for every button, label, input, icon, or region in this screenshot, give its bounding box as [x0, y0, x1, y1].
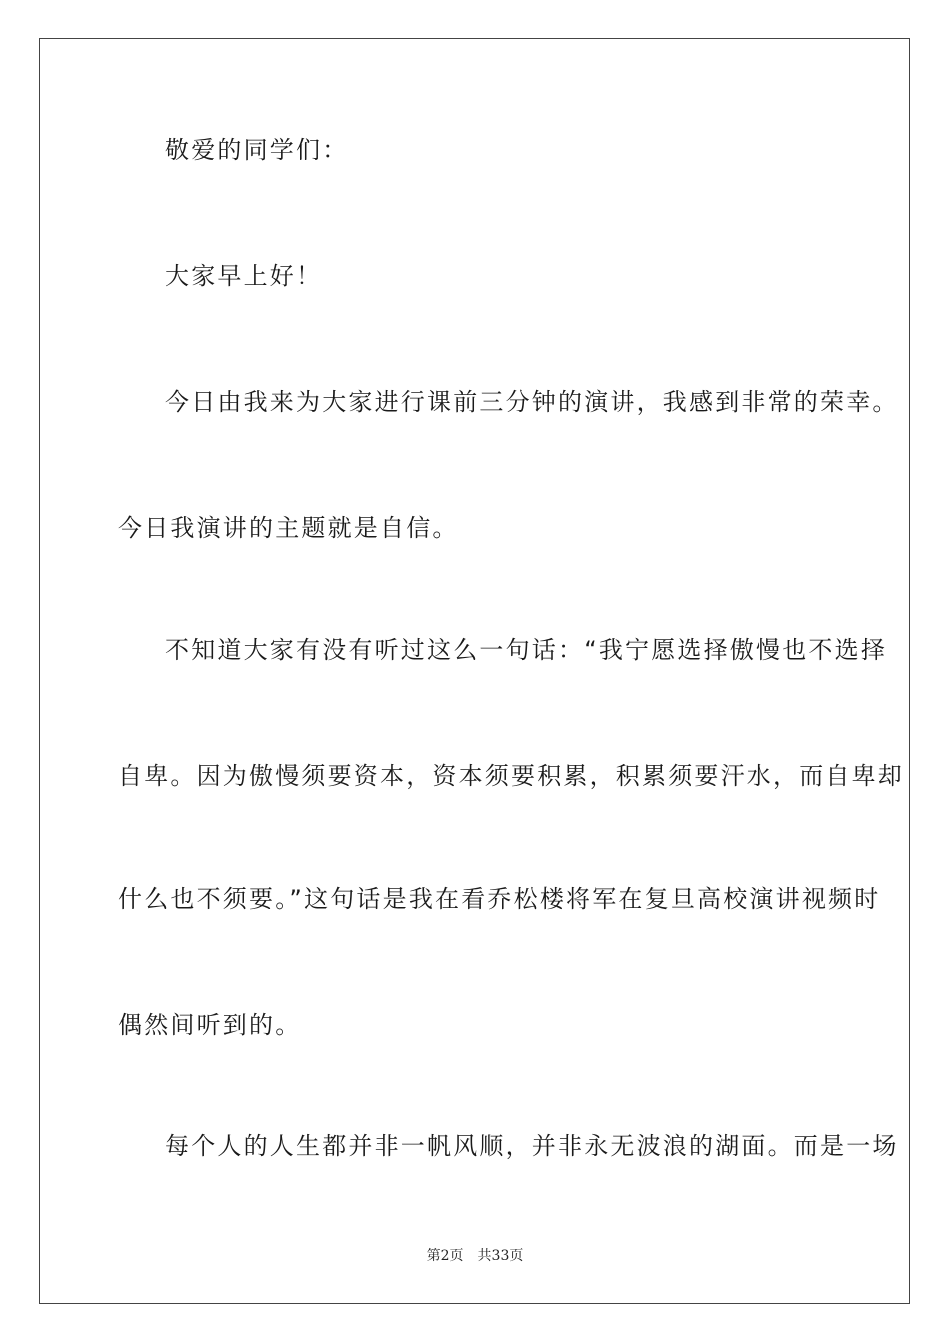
page-number: 第2页	[426, 1248, 464, 1264]
greeting-line: 敬爱的同学们：	[165, 136, 349, 164]
total-pages: 共33页	[477, 1248, 524, 1264]
paragraph-line: 自卑。因为傲慢须要资本，资本须要积累，积累须要汗水，而自卑却	[118, 762, 904, 790]
salutation-line: 大家早上好！	[165, 262, 323, 290]
paragraph-line: 什么也不须要。”这句话是我在看乔松楼将军在复旦高校演讲视频时	[118, 885, 881, 913]
page-footer	[0, 1247, 950, 1265]
paragraph-line: 今日我演讲的主题就是自信。	[118, 514, 459, 542]
paragraph-line: 每个人的人生都并非一帆风顺，并非永无波浪的湖面。而是一场	[165, 1132, 899, 1160]
paragraph-line: 偶然间听到的。	[118, 1011, 302, 1039]
page-border	[39, 38, 910, 1304]
paragraph-line: 不知道大家有没有听过这么一句话：“我宁愿选择傲慢也不选择	[165, 636, 888, 664]
paragraph-line: 今日由我来为大家进行课前三分钟的演讲，我感到非常的荣幸。	[165, 388, 899, 416]
